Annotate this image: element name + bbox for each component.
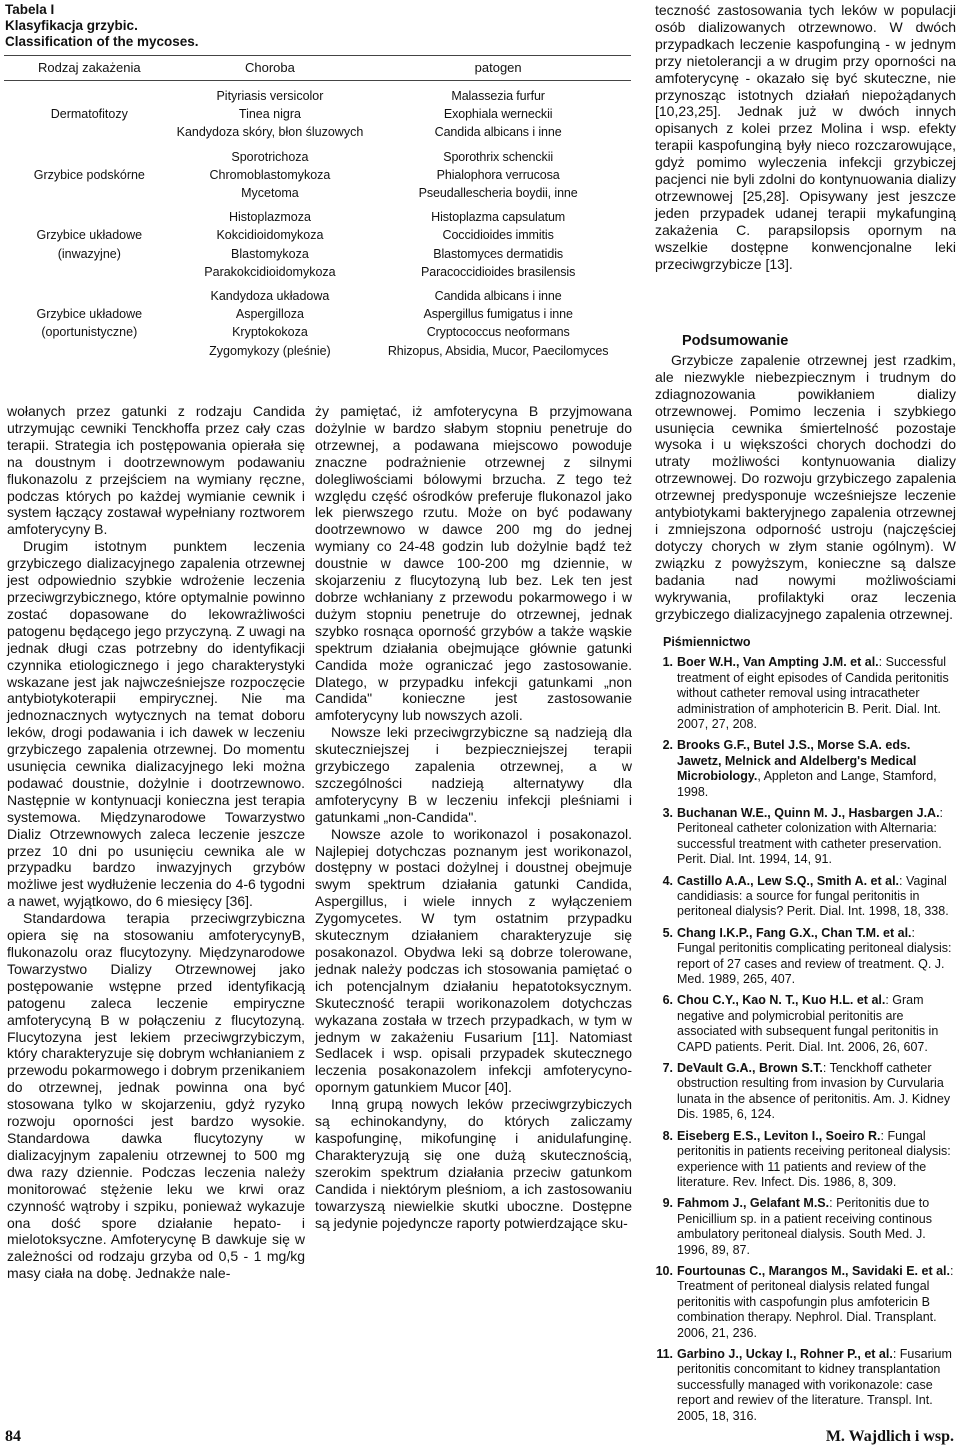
disease-line: Kandydoza układowa bbox=[210, 289, 330, 304]
middle-paragraph-4: Inną grupą nowych leków przeciwgrzybiczych są echinokandyny, do których zaliczamy kaspofunginę, mikofunginę i anidulafunginę. Charakteryzują się one dużą skutecznością, szerokim spektrum działania przeciw gatunkom Candida i niektórym pleśniom, a ich zastosowaniu towarzyszą niewielkie skutki uboczne. Dostępne są jedynie pojedyncze raporty potwierdzające sku- bbox=[315, 1096, 632, 1231]
pathogen-line: Histoplazma capsulatum bbox=[431, 210, 566, 225]
reference-authors: Boer W.H., Van Ampting J.M. et al. bbox=[677, 655, 879, 670]
type-line: Grzybice podskórne bbox=[33, 167, 145, 182]
reference-item bbox=[655, 1129, 956, 1191]
type-line: (inwazyjne) bbox=[57, 246, 121, 261]
table-row bbox=[4, 284, 631, 363]
cell-type bbox=[4, 81, 175, 145]
table-row bbox=[4, 145, 631, 206]
disease-line: Zygomykozy (pleśnie) bbox=[209, 343, 331, 358]
reference-authors: Buchanan W.E., Quinn M. J., Hasbargen J.A. bbox=[677, 805, 940, 820]
reference-item bbox=[655, 1196, 956, 1258]
type-line: (oportunistyczne) bbox=[41, 325, 138, 340]
table-title-pl: Klasyfikacja grzybic. bbox=[5, 18, 138, 33]
pathogen-line: Candida albicans i inne bbox=[434, 289, 562, 304]
reference-number: 1. bbox=[662, 655, 673, 670]
header-pathogen: patogen bbox=[365, 56, 631, 81]
cell-pathogen bbox=[365, 145, 631, 206]
cell-disease bbox=[175, 81, 366, 145]
reference-authors: Fahmom J., Gelafant M.S. bbox=[677, 1196, 830, 1211]
disease-line: Kandydoza skóry, błon śluzowych bbox=[176, 125, 364, 140]
cell-type bbox=[4, 205, 175, 284]
disease-line: Kryptokokoza bbox=[232, 325, 308, 340]
reference-details: : Vaginal candidiasis: a source for fungal peritonitis in peritoneal dialysis? Perit. Dial. Int. 1998, 18, 338. bbox=[677, 873, 949, 919]
reference-item bbox=[655, 806, 956, 868]
reference-authors: Eiseberg E.S., Leviton I., Soeiro R. bbox=[677, 1128, 881, 1143]
reference-number: 6. bbox=[662, 993, 673, 1008]
cell-disease bbox=[175, 145, 366, 206]
disease-line: Mycetoma bbox=[241, 186, 299, 201]
pathogen-line: Exophiala werneckii bbox=[443, 107, 553, 122]
pathogen-line: Coccidioides immitis bbox=[442, 228, 554, 243]
reference-details: , Appleton and Lange, Stamford, 1998. bbox=[677, 769, 937, 799]
reference-item bbox=[655, 738, 956, 800]
reference-item bbox=[655, 1347, 956, 1424]
middle-text-column bbox=[315, 403, 632, 1231]
summary-paragraph: Grzybicze zapalenie otrzewnej jest rzadkim, ale niezwykle niebezpiecznym i trudnym do zdiagnozowania powikłaniem dializy otrzewnowej. Pomimo leczenia i szybkiego usunięcia cewnika śmiertelność pozostaje wysoka i u większości chorych dochodzi do utraty możliwości kontynuowania dializy otrzewnowej. Do rozwoju grzybiczego zapalenia otrzewnej predysponuje wcześniejsze leczenie antybiotykami bakteryjnego zapalenia otrzewnej i zmniejszona odporność ustroju (najczęściej dotyczy chorych w złym stanie ogólnym). W związku z powyższym, konieczne są dalsze badania nad nowymi możliwościami wykrywania, profilaktyki oraz leczenia grzybiczego dializacyjnego zapalenia otrzewnej. bbox=[655, 351, 956, 622]
reference-number: 4. bbox=[662, 873, 673, 888]
middle-paragraph-2: Nowsze leki przeciwgrzybiczne są nadzieją dla skuteczniejszej i bezpieczniejszej terapii grzybiczego zapalenia otrzewnej, a w szczególności nadzieją alternatywy dla amfoterycyny B w leczeniu infekcji pleśniami i gatunkami „non-Candida". bbox=[315, 724, 632, 825]
pathogen-line: Candida albicans i inne bbox=[434, 125, 562, 140]
table-label: Tabela I bbox=[5, 2, 55, 17]
summary-heading: Podsumowanie bbox=[682, 333, 789, 349]
reference-details: : Fusarium peritonitis concomitant to kidney transplantation successfully managed with vorikonazole: case report and rewiev of the literature. Transpl. Int. 2005, 18, 316. bbox=[677, 1346, 952, 1423]
pathogen-line: Pseudallescheria boydii, inne bbox=[418, 186, 578, 201]
table-header-row bbox=[4, 56, 631, 81]
cell-disease bbox=[175, 284, 366, 363]
header-infection-type: Rodzaj zakażenia bbox=[4, 56, 175, 81]
cell-type bbox=[4, 145, 175, 206]
right-text-column-top bbox=[655, 2, 956, 273]
reference-item bbox=[655, 655, 956, 732]
type-line: Grzybice układowe bbox=[36, 228, 143, 243]
classification-table bbox=[4, 55, 631, 363]
references-heading: Piśmiennictwo bbox=[663, 635, 751, 650]
left-paragraph-1: wołanych przez gatunki z rodzaju Candida utrzymując cewniki Tenckhoffa przez cały czas terapii. Strategia ich postępowania opierała się na doustnym i dootrzewnowym podawaniu flukonazolu z przejściem na wymiany ręczne, podczas których po każdej wymianie cewnik i system łączący zostawał wypełniany roztworem amfoterycyny B. bbox=[7, 403, 305, 538]
disease-line: Parakokcidioidomykoza bbox=[204, 264, 336, 279]
reference-number: 7. bbox=[662, 1061, 673, 1076]
references-list bbox=[655, 655, 956, 1424]
pathogen-line: Phialophora verrucosa bbox=[436, 167, 560, 182]
cell-type bbox=[4, 284, 175, 363]
middle-paragraph-1: ży pamiętać, iż amfoterycyna B przyjmowana dożylnie w bardzo słabym stopniu penetruje do otrzewnej, a podawana miejscowo powoduje znaczne podrażnienie otrzewnej z silnymi dolegliwościami bólowymi brzucha. Z tego też względu część ośrodków preferuje flukonazol jako lek pierwszego rzutu. Może on być podawany dootrzewnowo w dawce 200 mg do jednej wymiany co 24-48 godzin lub dożylnie bądź też doustnie w dawce 100-200 mg dziennie, w skojarzeniu z flucytozyną lub bez. Lek ten jest dobrze wchłaniany z przewodu pokarmowego i w dużym stopniu penetruje do otrzewnej, jednak szybko rosnąca oporność grzybów a także wąskie spektrum działania obejmujące głównie gatunki Candida może ograniczać jego zastosowanie. Dlatego, w przypadku infekcji gatunkami „non Candida" konieczne jest zastosowanie amfoterycyny lub nowszych azoli. bbox=[315, 403, 632, 724]
reference-details: : Fungal peritonitis complicating peritoneal dialysis: report of 27 cases and review of treatment. Q. J. Med. 1989, 265, 407. bbox=[677, 925, 952, 987]
reference-number: 3. bbox=[662, 805, 673, 820]
left-text-column bbox=[7, 403, 305, 1282]
cell-pathogen bbox=[365, 284, 631, 363]
reference-item bbox=[655, 1061, 956, 1123]
reference-number: 8. bbox=[662, 1128, 673, 1143]
middle-paragraph-3: Nowsze azole to worikonazol i posakonazol. Najlepiej dotychczas poznanym jest worikonazol, dostępny w postaci dożylnej i doustnej obejmuje swym spektrum działania gatunki Candida, Aspergillus, i wiele innych z wyłączeniem Zygomycetes. W tym ostatnim przypadku skutecznym działaniem charakteryzuje się posakonazol. Obydwa leki są dobrze tolerowane, jednak należy podczas ich stosowania pamiętać o ich potencjalnym działaniu hepatotoksycznym. Skuteczność terapii worikonazolem dotychczas wykazana została w trzech przypadkach, w tym w jednym w zakażeniu Fusarium [11]. Natomiast Sedlacek i wsp. opisali przypadek skutecznego leczenia posakonazolem infekcji amfoterycyno-opornym gatunkiem Mucor [40]. bbox=[315, 825, 632, 1096]
table-caption bbox=[5, 2, 199, 50]
reference-number: 9. bbox=[662, 1196, 673, 1211]
reference-number: 11. bbox=[656, 1346, 673, 1361]
pathogen-line: Aspergillus fumigatus i inne bbox=[423, 307, 573, 322]
reference-number: 2. bbox=[662, 738, 673, 753]
reference-authors: DeVault G.A., Brown S.T. bbox=[677, 1061, 823, 1076]
reference-details: : Successful treatment of eight episodes of Candida peritonitis without catheter removal using intracatheter administration of amphotericin B. Perit. Dial. Int. 2007, 27, 208. bbox=[677, 655, 949, 731]
disease-line: Tinea nigra bbox=[238, 107, 301, 122]
reference-details: : Fungal peritonitis in patients receiving peritoneal dialysis: experience with 11 patients and review of the literature. Rev. Infect. Dis. 1986, 8, 309. bbox=[677, 1128, 951, 1189]
right-text-column-bottom bbox=[655, 333, 956, 1430]
reference-item bbox=[655, 993, 956, 1055]
reference-authors: Fourtounas C., Marangos M., Savidaki E. et al. bbox=[677, 1263, 950, 1278]
pathogen-line: Malassezia furfur bbox=[451, 89, 545, 103]
disease-line: Chromoblastomykoza bbox=[209, 167, 331, 182]
disease-line: Blastomykoza bbox=[231, 246, 309, 261]
cell-pathogen bbox=[365, 205, 631, 284]
disease-line: Aspergilloza bbox=[235, 307, 304, 322]
page-number: 84 bbox=[5, 1428, 21, 1445]
pathogen-line: Rhizopus, Absidia, Mucor, Paecilomyces bbox=[387, 343, 609, 358]
disease-line: Histoplazmoza bbox=[228, 210, 311, 225]
reference-details: : Peritonitis due to Penicillium sp. in a patient receiving continous ambulatory peritoneal dialysis. South Med. J. 1996, 89, 87. bbox=[677, 1196, 932, 1257]
reference-authors: Garbino J., Uckay I., Rohner P., et al. bbox=[677, 1346, 893, 1361]
reference-number: 10. bbox=[655, 1263, 673, 1278]
header-disease: Choroba bbox=[175, 56, 366, 81]
disease-line: Pityriasis versicolor bbox=[216, 89, 324, 103]
pathogen-line: Sporothrix schenckii bbox=[443, 149, 554, 164]
left-paragraph-2: Drugim istotnym punktem leczenia grzybiczego dializacyjnego zapalenia otrzewnej jest odpowiednio szybkie wdrożenie leczenia przeciwgrzybicznego, które optymalnie powinno zostać dopasowane do lekowrażliwości patogenu będącego jego przyczyną. Z uwagi na jednak długi czas potrzebny do identyfikacji czynnika etiologicznego i jego charakterystyki wskazane jest jak najwcześniejsze rozpoczęcie antybiotykoterapii empirycznej. Nie ma jednoznacznych wytycznych na temat doboru leków, drogi podawania i ich dawek w leczeniu grzybiczego zapalenia otrzewnej. Do momentu usunięcia cewnika dializacyjnego leki można podawać doustnie, dożylnie i dootrzewnowo. Następnie w kontynuacji konieczna jest terapia systemowa. Międzynarodowe Towarzystwo Dializ Otrzewnowych zaleca leczenie jeszcze przez 10 dni po usunięciu cewnika ale w przypadku bardzo inwazyjnych grzybów możliwe jest wydłużenie leczenia do 4-6 tygodni a nawet, wyjątkowo, do 6 miesięcy [36]. bbox=[7, 538, 305, 910]
cell-pathogen bbox=[365, 81, 631, 145]
reference-authors: Chou C.Y., Kao N. T., Kuo H.L. et al. bbox=[677, 993, 886, 1008]
table-body bbox=[4, 81, 631, 363]
reference-authors: Castillo A.A., Lew S.Q., Smith A. et al. bbox=[677, 873, 900, 888]
pathogen-line: Blastomyces dermatidis bbox=[433, 246, 564, 261]
cell-disease bbox=[175, 205, 366, 284]
left-paragraph-3: Standardowa terapia przeciwgrzybiczna opiera się na stosowaniu amfoterycynyB, flukonazolu oraz flucytozyny. Międzynarodowe Towarzystwo Dializy Otrzewnowej jako postępowanie wstępne przed identyfikacją patogenu zaleca leczenie empiryczne amfoterycyną B w połączeniu z flucytozyną. Flucytozyna jest lekiem przeciwgrzybiczym, który charakteryzuje się dobrym wchłanianiem z przewodu pokarmowego i dobrym przenikaniem do otrzewnej, jednak powinna ona być stosowana tylko w skojarzeniu, gdyż ryzyko rozwoju oporności jest bardzo wysokie. Standardowa dawka flucytozyny w dializacyjnym zapaleniu otrzewnej to 500 mg dwa razy dziennie. Podczas leczenia należy monitorować stężenie leku we krwi oraz czynność wątroby i szpiku, ponieważ wykazuje ona dość spore działanie hepato- i mielotoksyczne. Amfoterycynę B dawkuje się w zależności od rodzaju grzyba od 0,5 - 1 mg/kg masy ciała na dobę. Jednakże nale- bbox=[7, 910, 305, 1282]
reference-details: : Treatment of peritoneal dialysis related fungal peritonitis with caspofungin plus amfotericin B combination therapy. Nephrol. Dial. Transplant. 2006, 21, 236. bbox=[677, 1263, 954, 1340]
reference-details: : Gram negative and polymicrobial peritonitis are associated with subsequent fungal peritonitis in CAPD patients. Perit. Dial. Int. 2006, 26, 607. bbox=[677, 993, 939, 1054]
table-row bbox=[4, 205, 631, 284]
disease-line: Sporotrichoza bbox=[231, 149, 309, 164]
classification-table-wrap bbox=[4, 55, 631, 360]
right-paragraph-continuation: teczność zastosowania tych leków w populacji osób dializowanych otrzewnowo. W dwóch przypadkach leczenie kaspofunginą - w jednym przy nietolerancji a w drugim przy oporności na amfoterycynę - okazało się być skuteczne, nie przynosząc istotnych działań niepożądanych [10,23,25]. Jednak już w dwóch innych opisanych z kolei przez Molina i wsp. efekty terapii kaspofunginą były nieco rozczarowujące, gdyż pomimo wyleczenia infekcji grzybiczej pacjenci nie byli zdolni do kontynuowania dializy otrzewnowej [25,28]. Opisywany jest jeszcze jeden przypadek udanej terapii mykafunginą zakażenia C. parapsilopsis opornym na wszelkie dostępne konwencjonalne leki przeciwgrzybicze [13]. bbox=[655, 2, 956, 272]
reference-item bbox=[655, 874, 956, 920]
type-line: Dermatofitozy bbox=[50, 107, 128, 122]
reference-authors: Brooks G.F., Butel J.S., Morse S.A. eds. Jawetz, Melnick and Aldelberg's Medical Microbiology. bbox=[677, 738, 917, 784]
type-line: Grzybice układowe bbox=[36, 307, 143, 322]
reference-item bbox=[655, 1264, 956, 1341]
disease-line: Kokcidioidomykoza bbox=[216, 228, 324, 243]
reference-details: : Tenckhoff catheter obstruction resulting from invasion by Curvularia lunata in the absence of peritonitis. Am. J. Kidney Dis. 1985, 6, 124. bbox=[677, 1061, 951, 1122]
table-title-en: Classification of the mycoses. bbox=[5, 34, 199, 49]
reference-details: : Peritoneal catheter colonization with Alternaria: successful treatment with catheter preservation. Perit. Dial. Int. 1994, 14, 91. bbox=[677, 805, 944, 867]
reference-item bbox=[655, 926, 956, 988]
table-row bbox=[4, 81, 631, 145]
pathogen-line: Paracoccidioides brasilensis bbox=[421, 264, 576, 279]
reference-authors: Chang I.K.P., Fang G.X., Chan T.M. et al. bbox=[677, 925, 912, 940]
pathogen-line: Cryptococcus neoformans bbox=[426, 325, 570, 340]
reference-number: 5. bbox=[662, 925, 673, 940]
running-author: M. Wajdlich i wsp. bbox=[825, 1428, 954, 1445]
